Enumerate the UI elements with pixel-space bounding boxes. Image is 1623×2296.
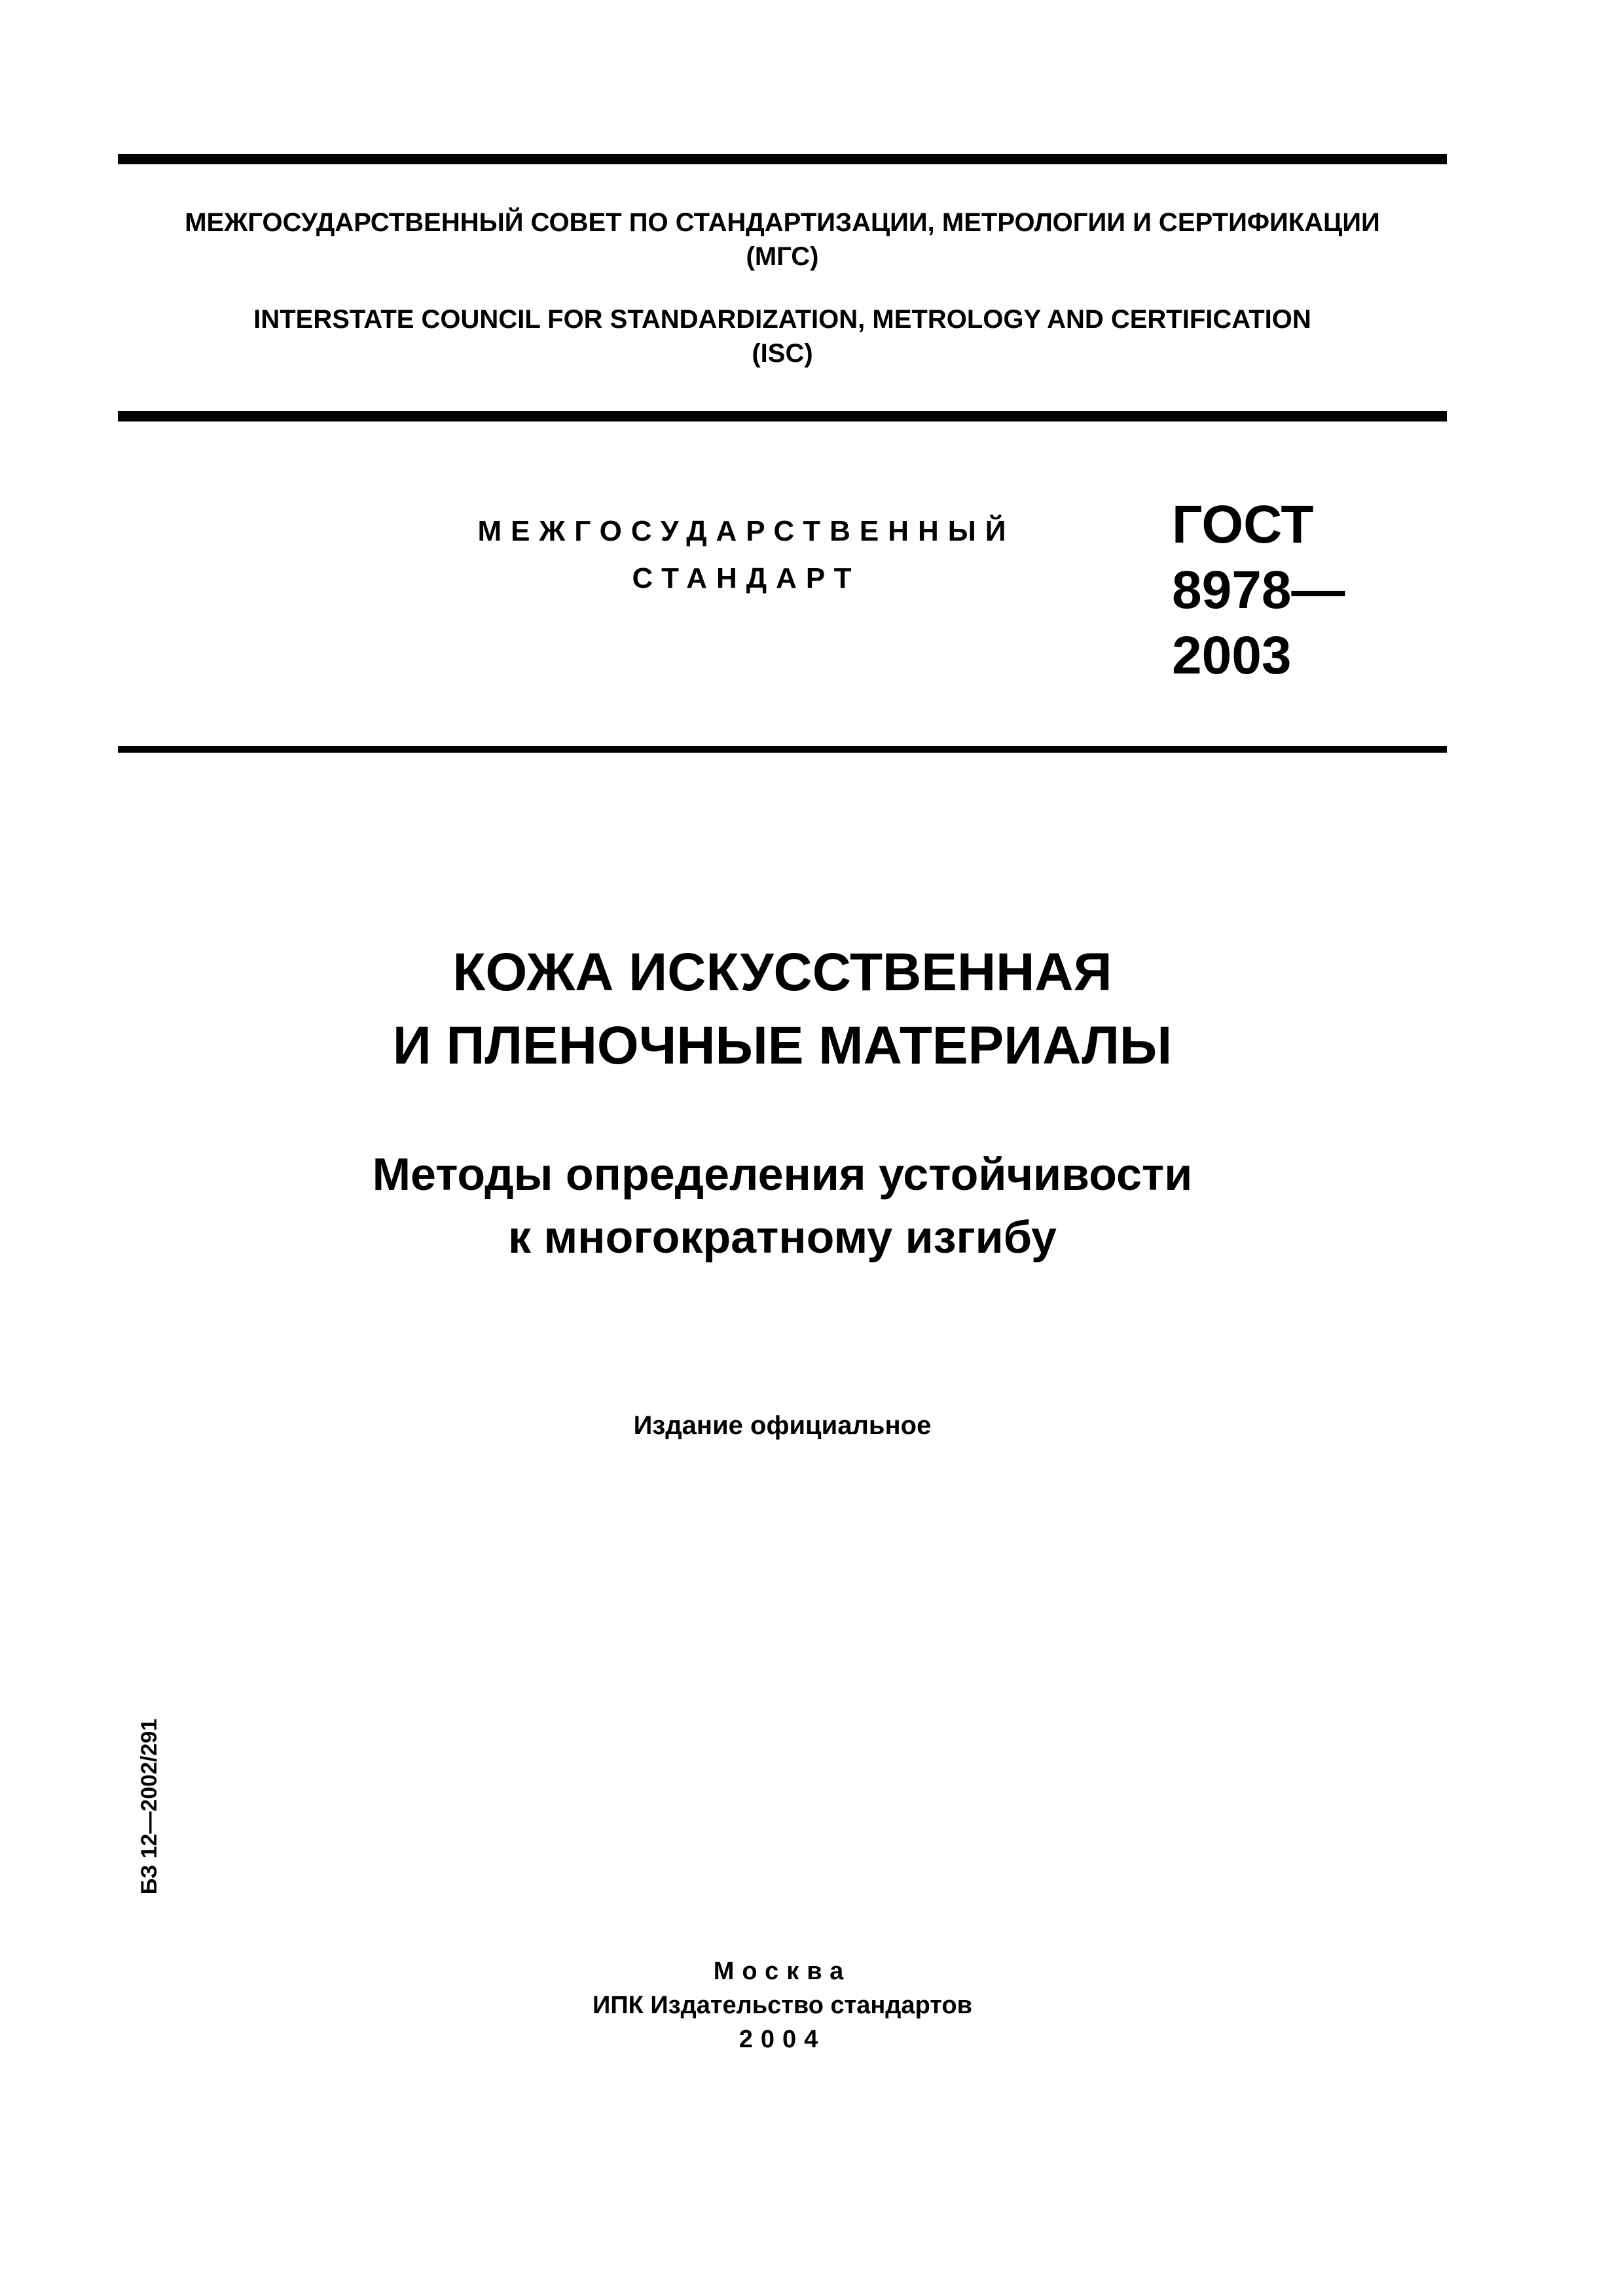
council-en-abbr: (ISC) [752, 339, 813, 368]
council-ru [118, 206, 1447, 274]
council-ru-name: МЕЖГОСУДАРСТВЕННЫЙ СОВЕТ ПО СТАНДАРТИЗАЦИИ, МЕТРОЛОГИИ И СЕРТИФИКАЦИИ [185, 208, 1380, 237]
document-title-line1: КОЖА ИСКУССТВЕННАЯ [452, 942, 1112, 1002]
council-en-name: INTERSTATE COUNCIL FOR STANDARDIZATION, METROLOGY AND CERTIFICATION [253, 305, 1311, 334]
imprint-city: Москва [713, 1958, 852, 1985]
gost-designation [1172, 492, 1345, 689]
standard-type-line2: СТАНДАРТ [632, 562, 861, 594]
header-bottom-rule [118, 411, 1447, 422]
document-subtitle-line1: Методы определения устойчивости [372, 1149, 1193, 1200]
standard-type [419, 508, 1074, 602]
imprint-year: 2004 [739, 2026, 826, 2053]
document-subtitle [118, 1143, 1447, 1268]
gost-label: ГОСТ [1172, 495, 1314, 554]
edition-note: Издание официальное [633, 1411, 932, 1440]
council-ru-abbr: (МГС) [746, 242, 819, 271]
gost-number: 8978— [1172, 560, 1345, 620]
gost-year: 2003 [1172, 626, 1292, 685]
designation-rule [118, 746, 1447, 753]
council-en [118, 302, 1447, 370]
catalog-code: БЗ 12—2002/291 [137, 1718, 162, 1895]
document-subtitle-line2: к многократному изгибу [508, 1211, 1057, 1263]
top-rule [118, 154, 1447, 164]
standard-type-line1: МЕЖГОСУДАРСТВЕННЫЙ [477, 515, 1015, 547]
imprint-publisher: ИПК Издательство стандартов [593, 1992, 972, 2019]
document-title [118, 936, 1447, 1083]
imprint [118, 1954, 1447, 2056]
document-title-line2: И ПЛЕНОЧНЫЕ МАТЕРИАЛЫ [392, 1016, 1173, 1075]
